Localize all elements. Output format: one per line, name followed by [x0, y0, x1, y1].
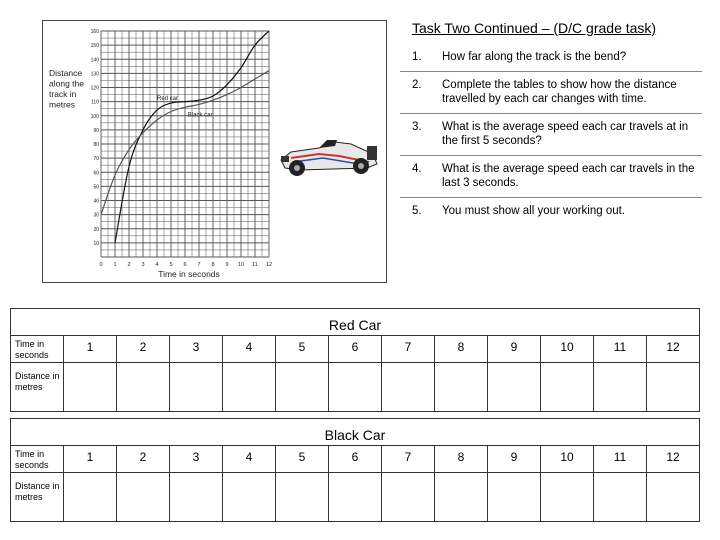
- race-car-icon: [281, 140, 377, 176]
- time-cell: 8: [435, 446, 488, 473]
- time-cell: 12: [647, 446, 700, 473]
- question-item: [400, 44, 702, 72]
- time-cell: 7: [382, 446, 435, 473]
- question-text: What is the average speed each car travels at in the first 5 seconds?: [438, 114, 702, 156]
- time-cell: 8: [435, 336, 488, 363]
- question-number: 5.: [412, 205, 422, 217]
- time-cell: 11: [594, 446, 647, 473]
- distance-input-cell[interactable]: [170, 363, 223, 412]
- distance-input-cell[interactable]: [117, 473, 170, 522]
- time-cell: 10: [541, 336, 594, 363]
- time-cell: 3: [170, 446, 223, 473]
- distance-input-cell[interactable]: [541, 363, 594, 412]
- x-tick-label: 10: [237, 262, 245, 268]
- time-cell: 12: [647, 336, 700, 363]
- time-cell: 9: [488, 446, 541, 473]
- y-tick-label: 60: [93, 170, 99, 177]
- y-tick-label: 30: [93, 212, 99, 219]
- y-tick-label: 90: [93, 127, 99, 134]
- y-tick-label: 100: [90, 113, 99, 120]
- y-tick-label: 50: [93, 184, 99, 191]
- time-label: Time in seconds: [11, 336, 64, 363]
- red-car-caption: Red Car: [11, 309, 700, 336]
- distance-input-cell[interactable]: [435, 473, 488, 522]
- y-tick-label: 10: [93, 240, 99, 247]
- time-label: Time in seconds: [11, 446, 64, 473]
- x-tick-label: 8: [211, 262, 215, 268]
- x-tick-label: 12: [265, 262, 273, 268]
- black-car-caption: Black Car: [11, 419, 700, 446]
- distance-input-cell[interactable]: [647, 473, 700, 522]
- distance-input-cell[interactable]: [594, 363, 647, 412]
- time-cell: 5: [276, 336, 329, 363]
- distance-input-cell[interactable]: [64, 363, 117, 412]
- x-tick-label: 7: [197, 262, 201, 268]
- time-cell: 2: [117, 446, 170, 473]
- y-tick-label: 70: [93, 156, 99, 163]
- question-text: Complete the tables to show how the distance travelled by each car changes with time.: [438, 72, 702, 114]
- x-axis-label: Time in seconds: [158, 269, 220, 279]
- series-label: Black car: [187, 112, 213, 119]
- graph-panel: [42, 20, 387, 283]
- red-car-table: [10, 308, 700, 412]
- question-text: How far along the track is the bend?: [438, 44, 702, 72]
- y-tick-label: 40: [93, 198, 99, 205]
- distance-input-cell[interactable]: [382, 473, 435, 522]
- question-number: 4.: [400, 156, 438, 198]
- time-cell: 11: [594, 336, 647, 363]
- time-cell: 4: [223, 446, 276, 473]
- y-tick-label: 160: [90, 29, 99, 35]
- distance-input-cell[interactable]: [329, 363, 382, 412]
- distance-input-cell[interactable]: [223, 473, 276, 522]
- distance-input-cell[interactable]: [488, 363, 541, 412]
- time-cell: 6: [329, 336, 382, 363]
- distance-input-cell[interactable]: [117, 363, 170, 412]
- question-number: 3.: [400, 114, 438, 156]
- distance-input-cell[interactable]: [594, 473, 647, 522]
- distance-input-cell[interactable]: [435, 363, 488, 412]
- questions-list: [400, 44, 702, 225]
- question-number: 2.: [400, 72, 438, 114]
- time-cell: 9: [488, 336, 541, 363]
- time-cell: 4: [223, 336, 276, 363]
- distance-input-cell[interactable]: [382, 363, 435, 412]
- y-tick-label: 20: [93, 226, 99, 233]
- time-cell: 6: [329, 446, 382, 473]
- x-tick-label: 3: [141, 262, 145, 268]
- question-item: [400, 114, 702, 156]
- distance-input-cell[interactable]: [541, 473, 594, 522]
- distance-time-chart: [43, 21, 388, 284]
- question-item: [400, 198, 702, 226]
- distance-input-cell[interactable]: [64, 473, 117, 522]
- time-cell: 2: [117, 336, 170, 363]
- distance-input-cell[interactable]: [488, 473, 541, 522]
- time-cell: 5: [276, 446, 329, 473]
- time-cell: 10: [541, 446, 594, 473]
- y-tick-label: 140: [90, 57, 99, 64]
- distance-label: Distance in metres: [11, 473, 64, 522]
- time-cell: 3: [170, 336, 223, 363]
- distance-input-cell[interactable]: [647, 363, 700, 412]
- distance-input-cell[interactable]: [329, 473, 382, 522]
- distance-input-cell[interactable]: [223, 363, 276, 412]
- y-tick-label: 80: [93, 142, 99, 148]
- question-item: [400, 72, 702, 114]
- y-tick-label: 120: [90, 85, 99, 92]
- distance-input-cell[interactable]: [170, 473, 223, 522]
- distance-input-cell[interactable]: [276, 363, 329, 412]
- x-tick-label: 1: [113, 262, 117, 268]
- x-tick-label: 9: [225, 262, 229, 268]
- time-cell: 1: [64, 446, 117, 473]
- question-item: [400, 156, 702, 198]
- question-number: 1.: [400, 44, 438, 72]
- x-tick-label: 4: [155, 262, 159, 268]
- y-axis-label: Distance along the track in metres: [49, 68, 84, 110]
- question-text: What is the average speed each car travels in the last 3 seconds.: [438, 156, 702, 198]
- time-cell: 1: [64, 336, 117, 363]
- x-tick-label: 0: [99, 262, 103, 268]
- black-car-table: [10, 418, 700, 522]
- distance-input-cell[interactable]: [276, 473, 329, 522]
- time-cell: 7: [382, 336, 435, 363]
- task-title: Task Two Continued – (D/C grade task): [412, 20, 657, 36]
- x-tick-label: 5: [169, 262, 173, 268]
- distance-label: Distance in metres: [11, 363, 64, 412]
- y-tick-label: 150: [90, 43, 99, 50]
- x-tick-label: 2: [127, 262, 131, 268]
- y-tick-label: 130: [90, 71, 99, 78]
- series-label: Red car: [157, 96, 179, 103]
- question-text: You must show all your working out.: [442, 205, 626, 217]
- x-tick-label: 6: [183, 262, 187, 268]
- x-tick-label: 11: [252, 262, 258, 268]
- y-tick-label: 110: [91, 99, 99, 106]
